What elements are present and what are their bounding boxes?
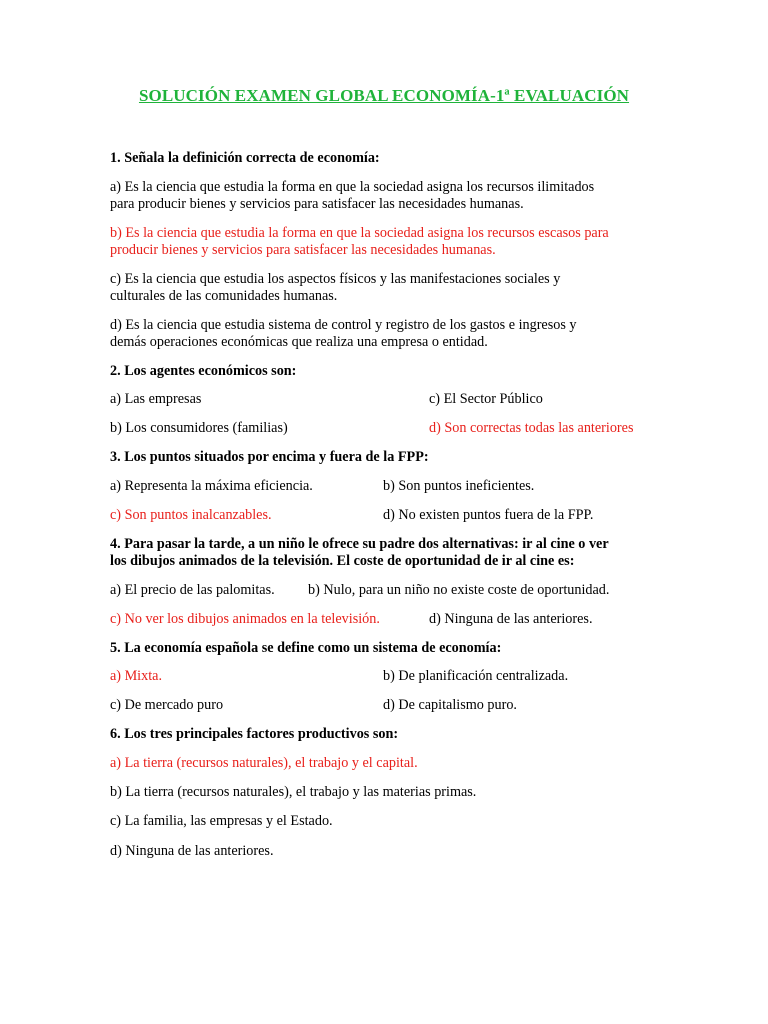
q4-option-a: a) El precio de las palomitas.	[110, 582, 275, 598]
q4-option-c: c) No ver los dibujos animados en la televisión.	[110, 611, 380, 627]
q3-option-a: a) Representa la máxima eficiencia.	[110, 478, 313, 494]
q1-option-d-line-2: demás operaciones económicas que realiza una empresa o entidad.	[110, 334, 488, 350]
q5-option-b: b) De planificación centralizada.	[383, 668, 569, 684]
question-4-line-1: 4. Para pasar la tarde, a un niño le ofrece su padre dos alternativas: ir al cine o ver	[110, 536, 609, 552]
q6-option-b: b) La tierra (recursos naturales), el trabajo y las materias primas.	[110, 784, 477, 800]
q3-option-b: b) Son puntos ineficientes.	[383, 478, 535, 494]
q1-option-d-line-1: d) Es la ciencia que estudia sistema de control y registro de los gastos e ingresos y	[110, 317, 577, 333]
question-6: 6. Los tres principales factores productivos son:	[110, 726, 399, 742]
q6-option-c: c) La familia, las empresas y el Estado.	[110, 813, 333, 829]
q1-option-b-line-2: producir bienes y servicios para satisfacer las necesidades humanas.	[110, 242, 496, 258]
q6-option-d: d) Ninguna de las anteriores.	[110, 843, 274, 859]
q5-option-c: c) De mercado puro	[110, 697, 224, 713]
q2-option-d: d) Son correctas todas las anteriores	[429, 420, 634, 436]
q2-option-a: a) Las empresas	[110, 391, 202, 407]
q1-option-c-line-1: c) Es la ciencia que estudia los aspectos físicos y las manifestaciones sociales y	[110, 271, 561, 287]
q1-option-a-line-2: para producir bienes y servicios para satisfacer las necesidades humanas.	[110, 196, 524, 212]
q3-option-c: c) Son puntos inalcanzables.	[110, 507, 272, 523]
q6-option-a: a) La tierra (recursos naturales), el trabajo y el capital.	[110, 755, 418, 771]
document-title: SOLUCIÓN EXAMEN GLOBAL ECONOMÍA-1ª EVALUACIÓN	[138, 86, 630, 105]
q5-option-d: d) De capitalismo puro.	[383, 697, 517, 713]
q2-option-b: b) Los consumidores (familias)	[110, 420, 288, 436]
question-2: 2. Los agentes económicos son:	[110, 363, 297, 379]
question-1: 1. Señala la definición correcta de economía:	[110, 150, 380, 166]
q1-option-a-line-1: a) Es la ciencia que estudia la forma en que la sociedad asigna los recursos ilimitados	[110, 179, 595, 195]
q5-option-a: a) Mixta.	[110, 668, 163, 684]
q2-option-c: c) El Sector Público	[429, 391, 543, 407]
question-4-line-2: los dibujos animados de la televisión. El coste de oportunidad de ir al cine es:	[110, 553, 575, 569]
q4-option-b: b) Nulo, para un niño no existe coste de oportunidad.	[308, 582, 610, 598]
q4-option-d: d) Ninguna de las anteriores.	[429, 611, 593, 627]
question-3: 3. Los puntos situados por encima y fuera de la FPP:	[110, 449, 429, 465]
q1-option-b-line-1: b) Es la ciencia que estudia la forma en que la sociedad asigna los recursos escasos para	[110, 225, 609, 241]
q3-option-d: d) No existen puntos fuera de la FPP.	[383, 507, 594, 523]
question-5: 5. La economía española se define como un sistema de economía:	[110, 640, 502, 656]
q1-option-c-line-2: culturales de las comunidades humanas.	[110, 288, 338, 304]
